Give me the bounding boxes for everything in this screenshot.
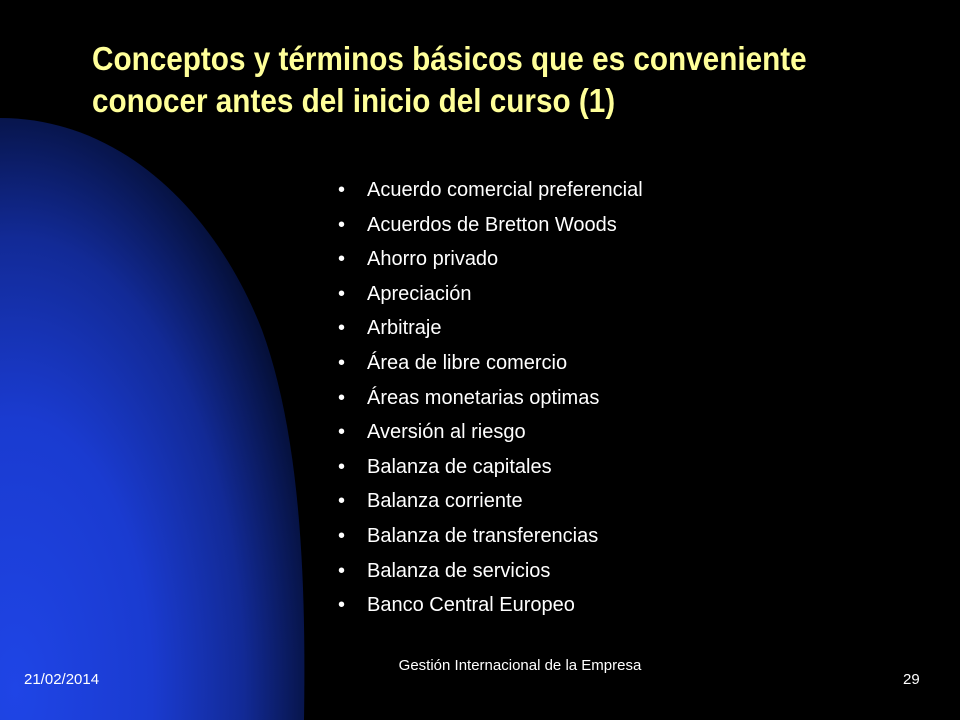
list-item (334, 277, 643, 312)
bullet-icon: • (338, 524, 346, 547)
footer-title: Gestión Internacional de la Empresa (398, 657, 642, 674)
list-item-text: Aversión al riesgo (367, 421, 526, 444)
list-item-text: Área de libre comercio (367, 351, 568, 374)
bullet-icon: • (338, 559, 346, 582)
slide-title-line-2: conocer antes del inicio del curso (1) (92, 82, 616, 119)
bullet-icon: • (338, 248, 346, 271)
slide-title-line-1: Conceptos y términos básicos que es conveniente (92, 40, 807, 77)
list-item-text: Balanza de capitales (367, 455, 552, 478)
list-item (334, 450, 643, 485)
list-item (334, 415, 643, 450)
bullet-icon: • (338, 594, 346, 617)
concept-list (334, 173, 643, 623)
slide-title (92, 38, 830, 122)
list-item-text: Apreciación (367, 282, 472, 305)
list-item (334, 346, 643, 381)
list-item-text: Áreas monetarias optimas (367, 386, 600, 409)
list-item-text: Acuerdos de Bretton Woods (367, 213, 617, 236)
bullet-icon: • (338, 455, 346, 478)
list-item-text: Balanza corriente (367, 490, 523, 513)
bullet-icon: • (338, 351, 346, 374)
bullet-icon: • (338, 213, 346, 236)
list-item (334, 173, 643, 208)
list-item (334, 588, 643, 623)
list-item-text: Arbitraje (367, 317, 442, 340)
footer-date: 21/02/2014 (24, 671, 100, 688)
bullet-icon: • (338, 386, 346, 409)
bullet-icon: • (338, 282, 346, 305)
list-item (334, 484, 643, 519)
list-item (334, 554, 643, 589)
bullet-icon: • (338, 179, 346, 201)
list-item-text: Acuerdo comercial preferencial (367, 179, 643, 201)
list-item (334, 519, 643, 554)
page-number: 29 (903, 671, 920, 688)
list-item-text: Balanza de servicios (367, 559, 551, 582)
list-item (334, 381, 643, 416)
list-item-text: Banco Central Europeo (367, 594, 575, 617)
list-item-text: Ahorro privado (367, 248, 499, 271)
bullet-icon: • (338, 317, 346, 340)
list-item (334, 208, 643, 243)
bullet-icon: • (338, 490, 346, 513)
list-item-text: Balanza de transferencias (367, 524, 599, 547)
bullet-icon: • (338, 421, 346, 444)
list-item (334, 242, 643, 277)
list-item (334, 311, 643, 346)
